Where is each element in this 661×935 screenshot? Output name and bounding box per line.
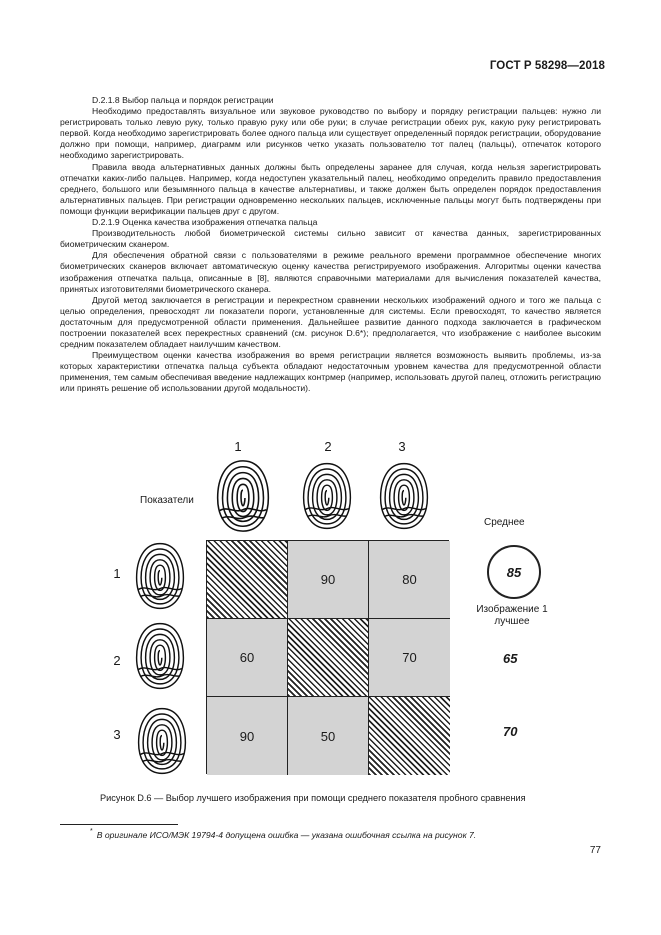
standard-code: ГОСТ Р 58298—2018 [489, 60, 605, 72]
paragraph: Для обеспечения обратной связи с пользователями в режиме реального времени программное обеспечение многих биометрических сканеров включает автоматическую оценку качества регистрируемого изображения. Алгоритмы оценки качества изображения отпечатка пальца, описанные в [8], являются справочными материалами для вычисления показателей качества, принятых изготовителями биометрического сканера. [60, 250, 601, 294]
average-value: 65 [503, 651, 518, 666]
fingerprint-icon [135, 704, 189, 778]
fingerprint-icon [300, 457, 354, 535]
fingerprint-icon [213, 457, 273, 535]
column-number: 2 [324, 439, 332, 454]
row-number: 1 [113, 566, 121, 581]
matrix-cell: 80 [369, 541, 450, 619]
matrix-cell: 90 [207, 697, 288, 775]
matrix-cell-self [207, 541, 288, 619]
footnote-text: В оригинале ИСО/МЭК 19794-4 допущена ошибка — указана ошибочная ссылка на рисунок 7. [96, 829, 477, 840]
figure-caption: Рисунок D.6 — Выбор лучшего изображения при помощи среднего показателя пробного сравнения [100, 793, 526, 803]
footnote-divider [60, 824, 178, 825]
fingerprint-icon [377, 457, 431, 535]
matrix-cell-self [288, 619, 369, 697]
average-value: 85 [506, 564, 522, 580]
paragraph: Необходимо предоставлять визуальное или звуковое руководство по выбору и порядку регистрации пальцев: нужно ли регистрировать только левую руку, только правую руку или обе руки; в случае регистрации обеих рук, какую руку регистрировать первой. Когда необходимо зарегистрировать более одного пальца или существует определенный порядок регистрации, оборудование должно при помощи, например, диаграмм или рисунков четко указать пользователю тот палец (пальцы), отпечаток которого необходимо зарегистрировать. [60, 106, 601, 161]
paragraph: Преимуществом оценки качества изображения во время регистрации является возможность выявить проблемы, из-за которых характеристики отпечатка пальца субъекта обладают недостаточным уровнем качества для предусмотренной области применения, тем самым обеспечивая введение надлежащих контрмер (например, использовать другой палец, отложить регистрацию или принять решение об использовании другой модальности). [60, 350, 601, 394]
footnote-marker: * [90, 828, 93, 835]
row-number: 2 [113, 653, 121, 668]
column-number: 3 [398, 439, 406, 454]
body-text [60, 95, 601, 395]
scores-label: Показатели [140, 495, 194, 506]
matrix-cell: 90 [288, 541, 369, 619]
average-value: 70 [503, 724, 518, 739]
column-number: 1 [234, 439, 242, 454]
row-number: 3 [113, 727, 121, 742]
best-image-note: Изображение 1 лучшее [476, 604, 548, 627]
average-label: Среднее [484, 517, 525, 528]
best-average-circle [487, 545, 541, 599]
paragraph: Правила ввода альтернативных данных должны быть определены заранее для случая, когда нельзя зарегистрировать отпечатки каких-либо пальцев. Например, когда недоступен указательный палец, необходимо определить правило предоставления среднего, большого или безымянного пальца в качестве альтернативы, и также должен быть определен порядок предоставления альтернативных пальцев. При регистрации одновременно нескольких пальцев, исключенные пальцы могут быть подтверждены при помощи функции верификации пальцев друг с другом. [60, 161, 601, 216]
paragraph: Производительность любой биометрической системы сильно зависит от качества данных, зарегистрированных биометрическим сканером. [60, 228, 601, 250]
section-heading-d219: D.2.1.9 Оценка качества изображения отпечатка пальца [92, 217, 318, 228]
matrix-cell: 70 [369, 619, 450, 697]
matrix-cell-self [369, 697, 450, 775]
section-heading-d218: D.2.1.8 Выбор пальца и порядок регистрации [92, 95, 274, 105]
footnote [90, 829, 476, 840]
comparison-matrix [206, 540, 449, 774]
paragraph: Другой метод заключается в регистрации и перекрестном сравнении нескольких изображений одного и того же пальца с целью определения, превосходят ли показатели пороги, установленные для системы. Если превосходят, то качество является достаточным для предусмотренной области применения. Дальнейшее развитие данного подхода заключается в графическом построении показателей всех перекрестных сравнений (см. рисунок D.6*); предполагается, что изображение с наиболее высоким средним показателем обладает наилучшим качеством. [60, 294, 601, 350]
matrix-cell: 60 [207, 619, 288, 697]
matrix-cell: 50 [288, 697, 369, 775]
fingerprint-icon [133, 620, 187, 692]
fingerprint-icon [133, 540, 187, 612]
page-number: 77 [589, 845, 601, 856]
